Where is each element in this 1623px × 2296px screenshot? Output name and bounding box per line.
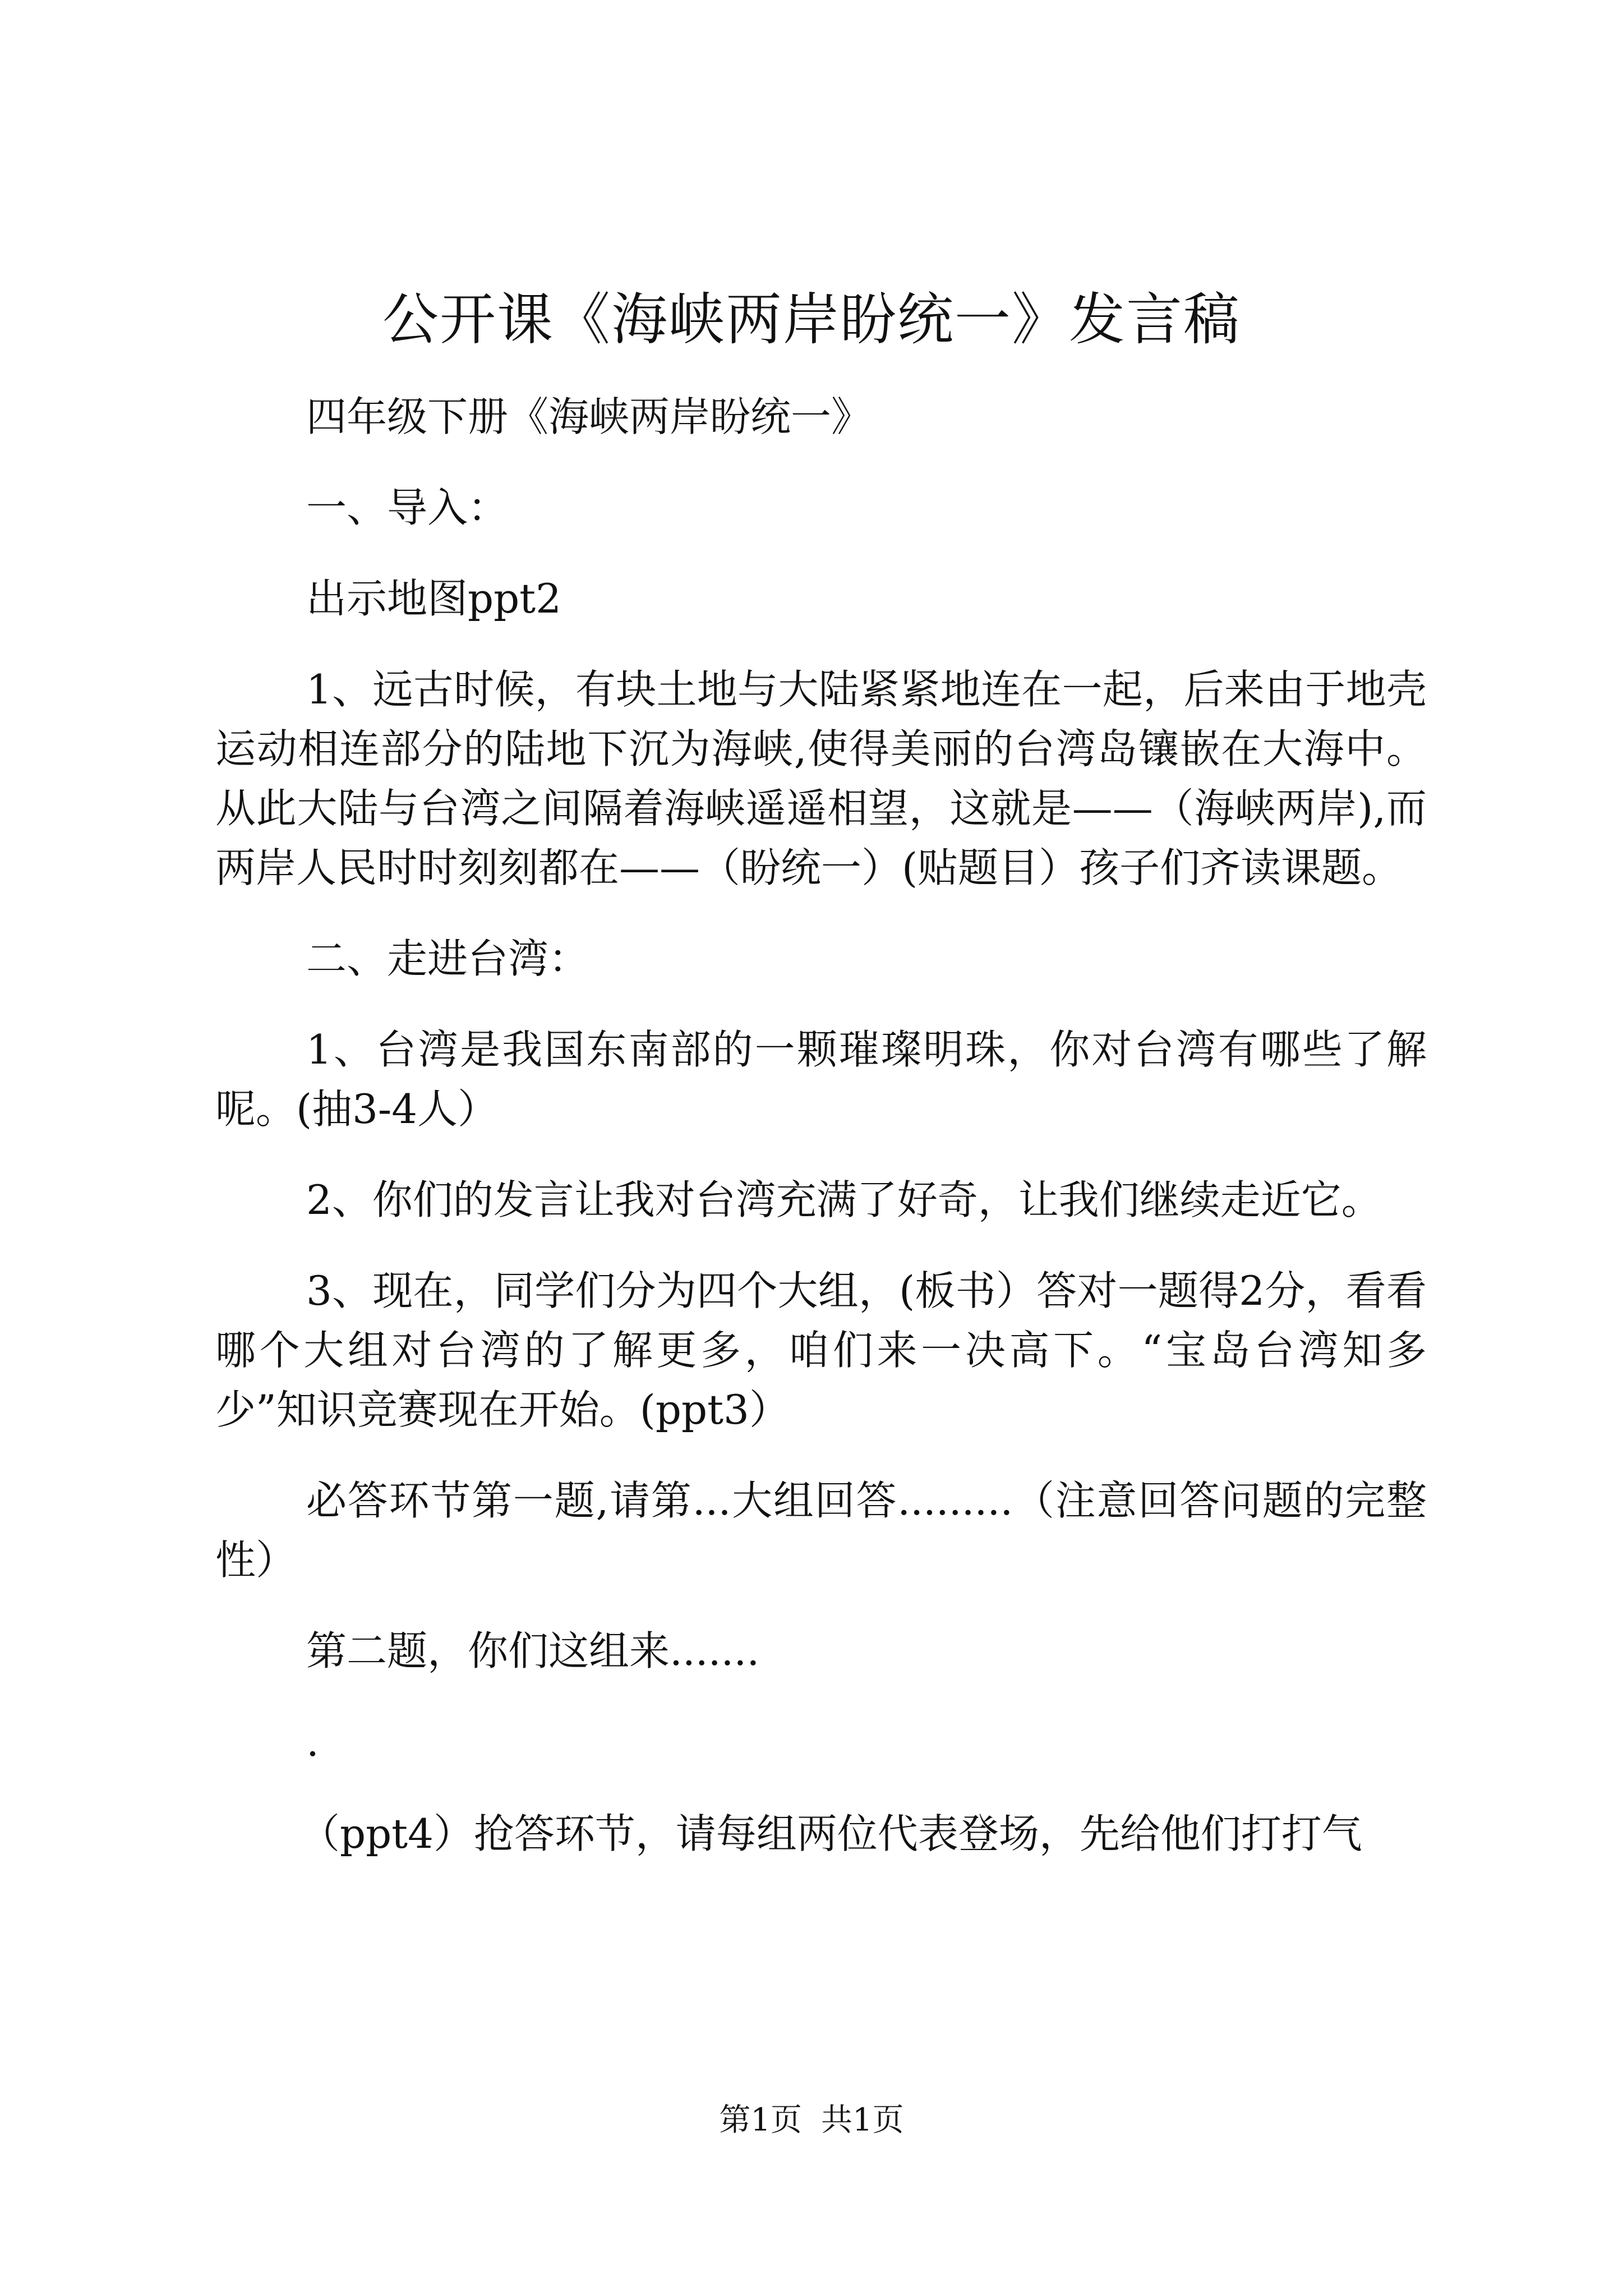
- page-footer: [0, 2098, 1623, 2143]
- paragraph-taiwan-1: 1、台湾是我国东南部的一颗璀璨明珠，你对台湾有哪些了解呢。(抽3-4人）: [215, 1026, 1427, 1133]
- paragraph-intro-story: 1、远古时候，有块土地与大陆紧紧地连在一起，后来由于地壳运动相连部分的陆地下沉为海峡,使得美丽的台湾岛镶嵌在大海中。从此大陆与台湾之间隔着海峡遥遥相望，这就是——（海峡两岸),而两岸人民时时刻刻都在——（盼统一）(贴题目）孩子们齐读课题。: [215, 666, 1427, 891]
- page-total-label: 共1页: [821, 2102, 904, 2138]
- paragraph-quick-answer: （ppt4）抢答环节，请每组两位代表登场，先给他们打打气: [299, 1810, 1362, 1857]
- paragraph-required-round: 必答环节第一题,请第...大组回答.........（注意回答问题的完整性）: [215, 1477, 1427, 1584]
- paragraph-taiwan-3: 3、现在，同学们分为四个大组，(板书）答对一题得2分，看看哪个大组对台湾的了解更多，咱们来一决高下。“宝岛台湾知多少”知识竞赛现在开始。(ppt3）: [215, 1267, 1427, 1433]
- paragraph-second-question: 第二题，你们这组来.......: [306, 1627, 760, 1674]
- paragraph-map-ppt2: 出示地图ppt2: [306, 575, 561, 622]
- document-title: 公开课《海峡两岸盼统一》发言稿: [382, 287, 1241, 352]
- paragraph-taiwan-2: 2、你们的发言让我对台湾充满了好奇，让我们继续走近它。: [306, 1176, 1382, 1223]
- document-body: [215, 387, 1427, 1864]
- paragraph-section-taiwan: 二、走进台湾：: [306, 935, 589, 982]
- paragraph-grade-title: 四年级下册《海峡两岸盼统一》: [306, 393, 872, 440]
- paragraph-dot: .: [306, 1718, 319, 1765]
- page-number-label: 第1页: [719, 2102, 802, 2138]
- paragraph-section-intro: 一、导入：: [306, 484, 509, 531]
